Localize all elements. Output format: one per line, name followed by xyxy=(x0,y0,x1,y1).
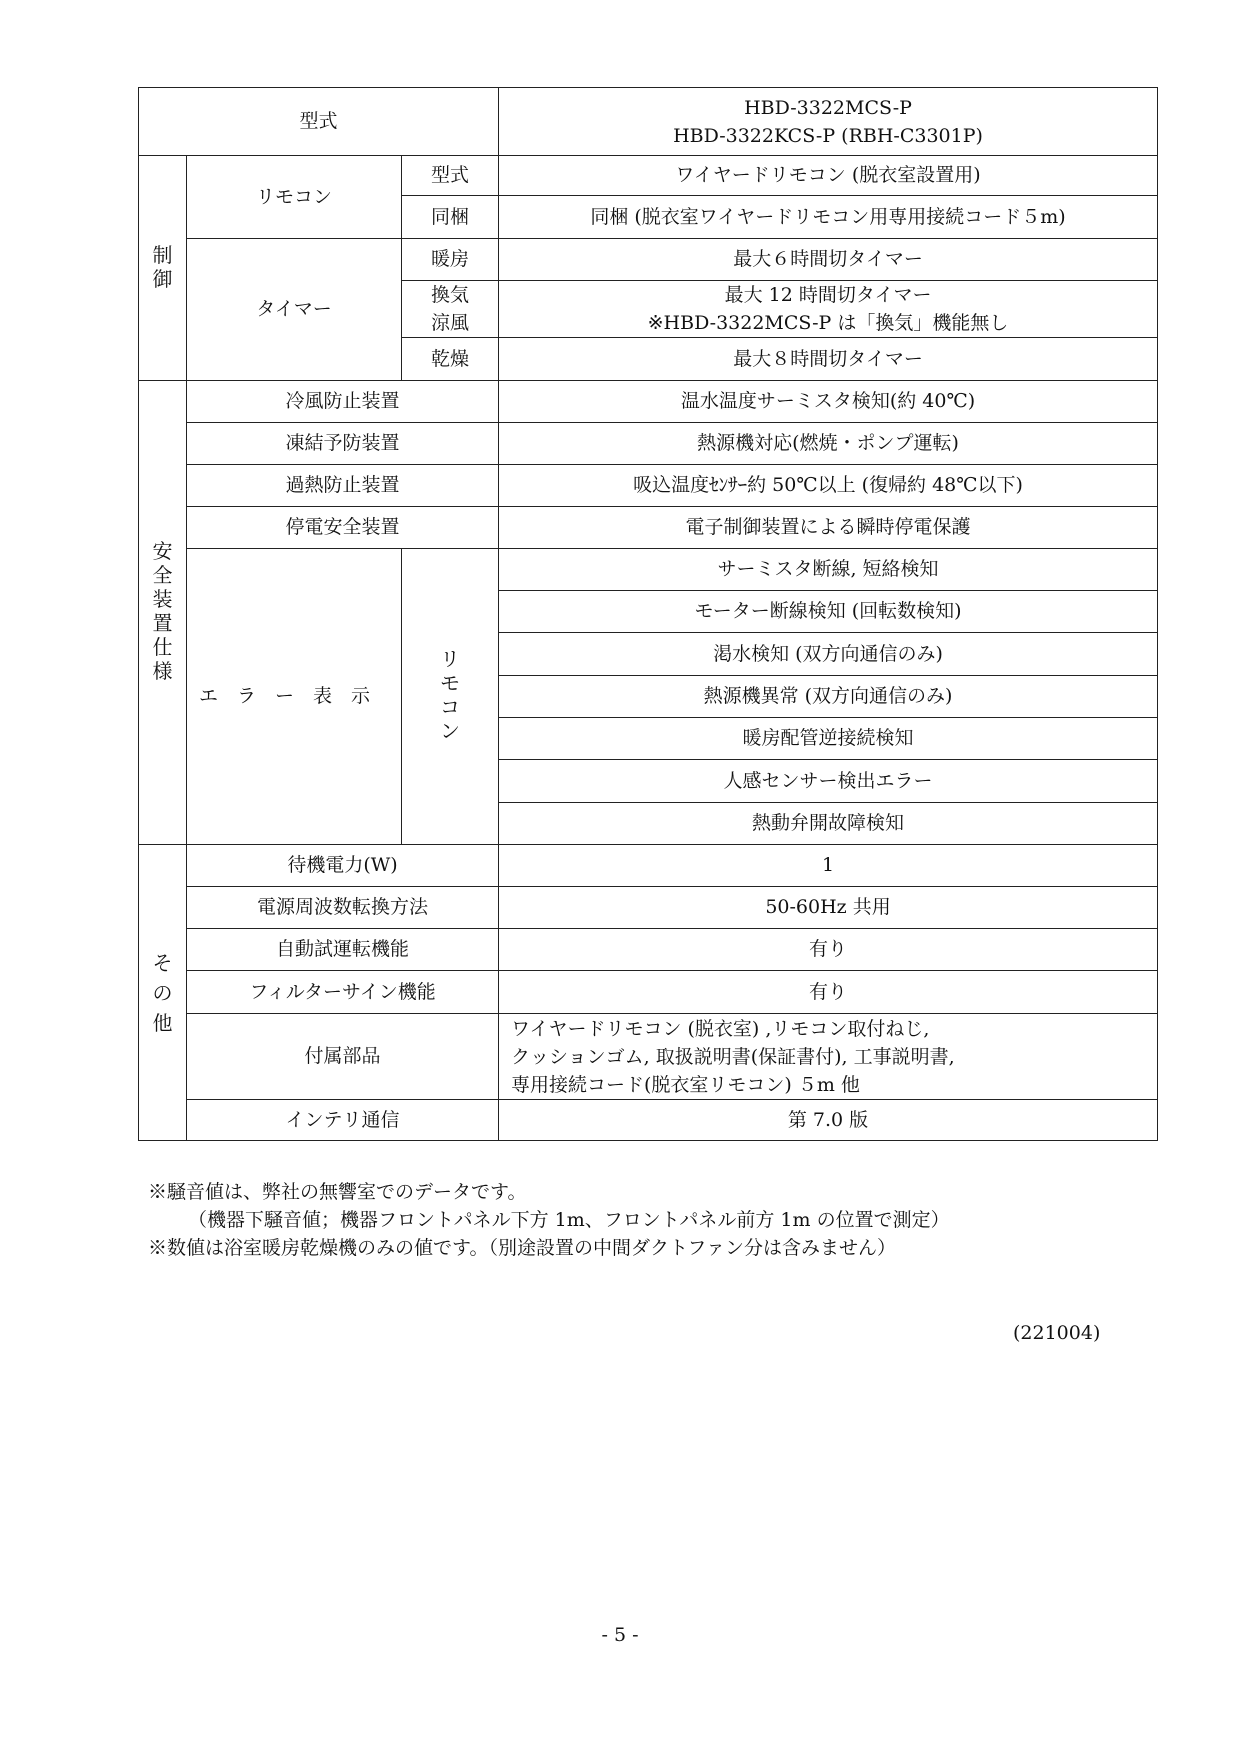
freeze-label: 凍結予防装置 xyxy=(187,423,499,465)
error-item: 熱源機異常 (双方向通信のみ) xyxy=(499,676,1158,718)
error-remote-text: リ モ コ ン xyxy=(440,647,460,743)
remote-bundle-label: 同梱 xyxy=(402,196,499,239)
other-group-label xyxy=(139,845,187,1141)
freeze-row xyxy=(139,423,1158,465)
standby-value: 1 xyxy=(499,845,1158,887)
freeze-value: 熱源機対応(燃焼・ポンプ運転) xyxy=(499,423,1158,465)
autotest-row xyxy=(139,929,1158,971)
spec-table xyxy=(138,87,1158,1141)
model-row xyxy=(139,88,1158,156)
accessories-label: 付属部品 xyxy=(187,1014,499,1100)
error-item: 熱動弁開故障検知 xyxy=(499,803,1158,845)
freq-value: 50-60Hz 共用 xyxy=(499,887,1158,929)
overheat-row xyxy=(139,465,1158,507)
error-item: 人感センサー検出エラー xyxy=(499,760,1158,803)
vent-value: 最大 12 時間切タイマー ※HBD-3322MCS-P は「換気」機能無し xyxy=(499,281,1158,338)
page-number: - 5 - xyxy=(601,1624,639,1646)
autotest-label: 自動試運転機能 xyxy=(187,929,499,971)
footnotes xyxy=(148,1178,950,1262)
freq-label: 電源周波数転換方法 xyxy=(187,887,499,929)
error-item: サーミスタ断線, 短絡検知 xyxy=(499,549,1158,591)
autotest-value: 有り xyxy=(499,929,1158,971)
footnote-values: ※数値は浴室暖房乾燥機のみの値です。（別途設置の中間ダクトファン分は含みません） xyxy=(148,1237,897,1259)
standby-label: 待機電力(W) xyxy=(187,845,499,887)
filter-label: フィルターサイン機能 xyxy=(187,971,499,1014)
error-remote-label xyxy=(402,549,499,845)
interior-row xyxy=(139,1100,1158,1141)
filter-value: 有り xyxy=(499,971,1158,1014)
heating-value: 最大６時間切タイマー xyxy=(499,239,1158,281)
timer-label: タイマー xyxy=(187,239,402,381)
other-group-text: そ の 他 xyxy=(152,950,173,1035)
cold-air-row xyxy=(139,381,1158,423)
model-line-2: HBD-3322KCS-P (RBH-C3301P) xyxy=(673,124,983,147)
cold-air-value: 温水温度サーミスタ検知(約 40℃) xyxy=(499,381,1158,423)
error-display-label: エラー表示 xyxy=(187,549,402,845)
control-group-text: 制 御 xyxy=(152,242,173,291)
footnote-noise-detail: （機器下騒音値；機器フロントパネル下方 1m、フロントパネル前方 1m の位置で測定） xyxy=(188,1209,950,1231)
accessories-value: ワイヤードリモコン (脱衣室) ,リモコン取付ねじ, クッションゴム, 取扱説明書(保証書付), 工事説明書, 専用接続コード(脱衣室リモコン) ５m 他 xyxy=(499,1014,1158,1100)
outage-value: 電子制御装置による瞬時停電保護 xyxy=(499,507,1158,549)
error-item: 渇水検知 (双方向通信のみ) xyxy=(499,633,1158,676)
document-code: (221004) xyxy=(1013,1322,1101,1344)
remote-label: リモコン xyxy=(187,156,402,239)
interior-label: インテリ通信 xyxy=(187,1100,499,1141)
safety-group-label xyxy=(139,381,187,845)
heating-label: 暖房 xyxy=(402,239,499,281)
cold-air-label: 冷風防止装置 xyxy=(187,381,499,423)
overheat-value: 吸込温度ｾﾝｻｰ約 50℃以上 (復帰約 48℃以下) xyxy=(499,465,1158,507)
safety-group-text: 安 全 装 置 仕 様 xyxy=(152,539,173,683)
control-group-label xyxy=(139,156,187,381)
remote-type-row xyxy=(139,156,1158,196)
footnote-noise: ※騒音値は、弊社の無響室でのデータです。 xyxy=(148,1181,527,1203)
outage-label: 停電安全装置 xyxy=(187,507,499,549)
model-value xyxy=(499,88,1158,156)
heating-timer-row xyxy=(139,239,1158,281)
filter-row xyxy=(139,971,1158,1014)
remote-type-label: 型式 xyxy=(402,156,499,196)
remote-bundle-value: 同梱 (脱衣室ワイヤードリモコン用専用接続コード５m) xyxy=(499,196,1158,239)
error-item: モーター断線検知 (回転数検知) xyxy=(499,591,1158,633)
dry-value: 最大８時間切タイマー xyxy=(499,338,1158,381)
overheat-label: 過熱防止装置 xyxy=(187,465,499,507)
model-line-1: HBD-3322MCS-P xyxy=(744,96,912,119)
accessories-row xyxy=(139,1014,1158,1100)
error-row xyxy=(139,549,1158,591)
model-header-label: 型式 xyxy=(139,88,499,156)
error-item: 暖房配管逆接続検知 xyxy=(499,718,1158,760)
standby-row xyxy=(139,845,1158,887)
outage-row xyxy=(139,507,1158,549)
interior-value: 第 7.0 版 xyxy=(499,1100,1158,1141)
freq-row xyxy=(139,887,1158,929)
remote-type-value: ワイヤードリモコン (脱衣室設置用) xyxy=(499,156,1158,196)
vent-label: 換気 涼風 xyxy=(402,281,499,338)
dry-label: 乾燥 xyxy=(402,338,499,381)
